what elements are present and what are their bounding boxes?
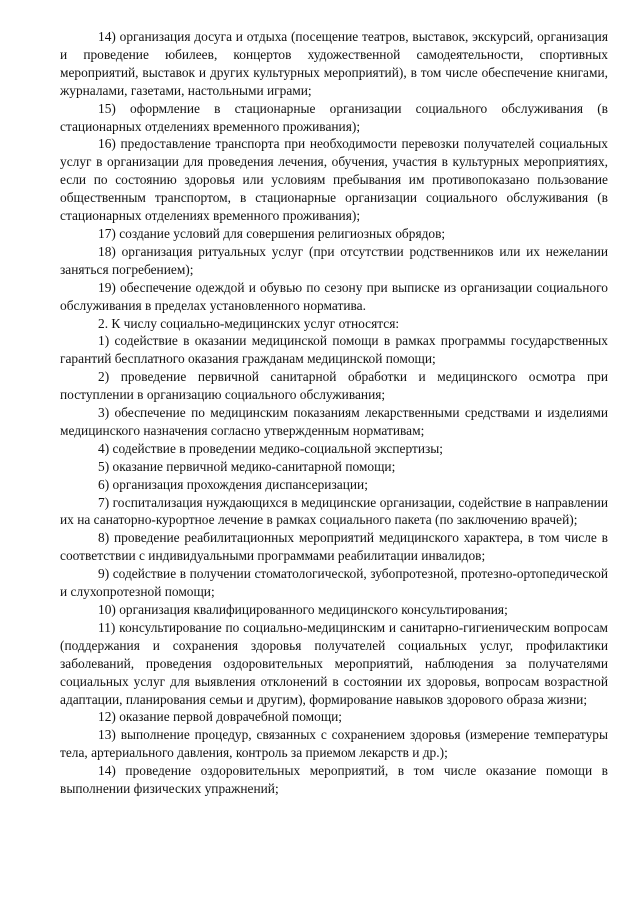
paragraph-social-18: 18) организация ритуальных услуг (при отсутствии родственников или их нежелании заняться погребением); — [60, 243, 608, 277]
paragraph-social-19: 19) обеспечение одеждой и обувью по сезону при выписке из организации социального обслуживания в пределах установленного норматива. — [60, 279, 608, 313]
paragraph-medical-11: 11) консультирование по социально-медицинским и санитарно-гигиеническим вопросам (поддержания и сохранения здоровья получателей социальных услуг, профилактики заболеваний, проведения оздоровительных мероприятий, наблюдения за получателями социальных услуг для выявления отклонений в состоянии их здоровья, вопросам возрастной адаптации, планирования семьи и другим), формирование навыков здорового образа жизни; — [60, 619, 608, 707]
paragraph-medical-3: 3) обеспечение по медицинским показаниям лекарственными средствами и изделиями медицинского назначения согласно утвержденным нормативам; — [60, 405, 608, 438]
paragraph-medical-2: 2) проведение первичной санитарной обработки и медицинского осмотра при поступлении в организацию социального обслуживания; — [60, 369, 608, 403]
paragraph-medical-5: 5) оказание первичной медико-санитарной помощи; — [98, 458, 396, 474]
paragraph-medical-10: 10) организация квалифицированного медицинского консультирования; — [98, 602, 508, 617]
section-heading-medical: 2. К числу социально-медицинских услуг относятся: — [98, 315, 400, 331]
paragraph-social-15: 15) оформление в стационарные организации социального обслуживания (в стационарных отделениях временного проживания); — [60, 100, 608, 134]
paragraph-medical-8: 8) проведение реабилитационных мероприятий медицинского характера, в том числе в соответствии с индивидуальными программами реабилитации инвалидов; — [60, 530, 608, 564]
paragraph-medical-12: 12) оказание первой доврачебной помощи; — [98, 709, 343, 725]
paragraph-medical-13: 13) выполнение процедур, связанных с сохранением здоровья (измерение температуры тела, артериального давления, контроль за приемом лекарств и др.); — [60, 727, 608, 761]
paragraph-medical-4: 4) содействие в проведении медико-социальной экспертизы; — [98, 440, 444, 456]
paragraph-medical-14: 14) проведение оздоровительных мероприятий, в том числе оказание помощи в выполнении физических упражнений; — [60, 763, 608, 797]
document-page — [60, 28, 608, 798]
paragraph-social-16: 16) предоставление транспорта при необходимости перевозки получателей социальных услуг в организации для проведения лечения, обучения, участия в культурных мероприятиях, если по состоянию здоровья или условиям пребывания им противопоказано пользование общественным транспортом, в стационарные организации социального обслуживания (в стационарных отделениях временного проживания); — [60, 136, 608, 224]
paragraph-social-17: 17) создание условий для совершения религиозных обрядов; — [98, 225, 446, 241]
paragraph-medical-7: 7) госпитализация нуждающихся в медицинские организации, содействие в направлении их на санаторно-курортное лечение в рамках социального пакета (по заключению врачей); — [60, 494, 608, 528]
paragraph-medical-9: 9) содействие в получении стоматологической, зубопротезной, протезно-ортопедической и слухопротезной помощи; — [60, 566, 608, 600]
paragraph-medical-1: 1) содействие в оказании медицинской помощи в рамках программы государственных гарантий бесплатного оказания гражданам медицинской помощи; — [60, 333, 608, 367]
paragraph-social-14: 14) организация досуга и отдыха (посещение театров, выставок, экскурсий, организация и проведение юбилеев, концертов художественной самодеятельности, спортивных мероприятий, выставок и других культурных мероприятий), в том числе обеспечение книгами, журналами, газетами, настольными играми; — [60, 29, 608, 98]
paragraph-medical-6: 6) организация прохождения диспансеризации; — [98, 476, 368, 492]
